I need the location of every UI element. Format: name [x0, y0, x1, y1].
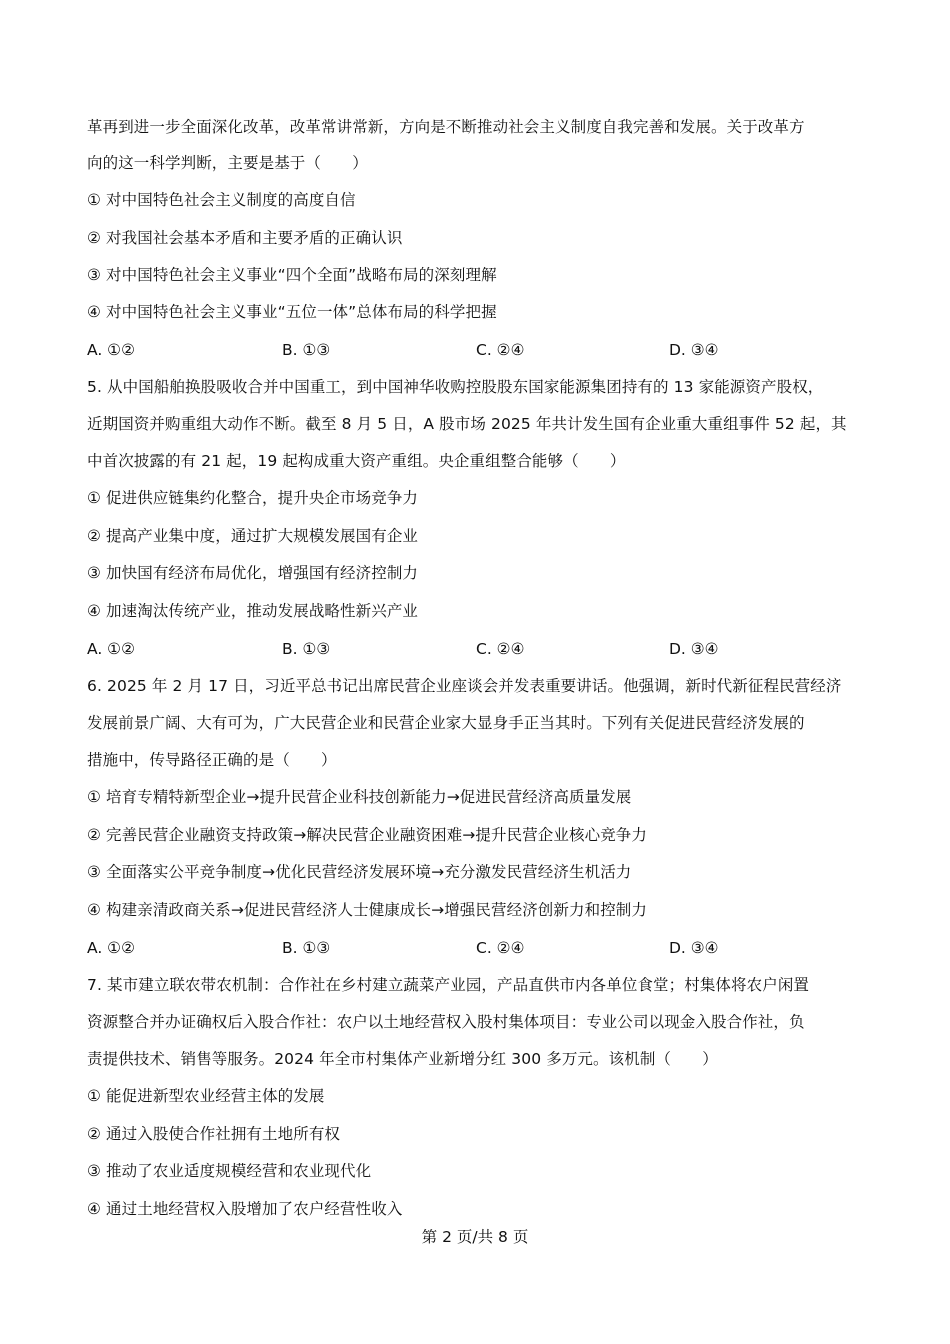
q4-statement-3: ③ 对中国特色社会主义事业“四个全面”战略布局的深刻理解 [87, 266, 497, 284]
q7-stem-line: 资源整合并办证确权后入股合作社：农户以土地经营权入股村集体项目：专业公司以现金入股合作社，负 [87, 1013, 805, 1031]
q6-statement-2: ② 完善民营企业融资支持政策→解决民营企业融资困难→提升民营企业核心竞争力 [87, 826, 647, 844]
q6-option-d[interactable]: D. ③④ [669, 939, 719, 957]
q4-option-b[interactable]: B. ①③ [282, 341, 331, 359]
q5-statement-3: ③ 加快国有经济布局优化，增强国有经济控制力 [87, 564, 419, 582]
q5-option-c[interactable]: C. ②④ [476, 640, 525, 658]
q4-statement-4: ④ 对中国特色社会主义事业“五位一体”总体布局的科学把握 [87, 303, 497, 321]
q7-statement-2: ② 通过入股使合作社拥有土地所有权 [87, 1125, 341, 1143]
q5-stem-line: 近期国资并购重组大动作不断。截至 8 月 5 日，A 股市场 2025 年共计发生国有企业重大重组事件 52 起，其 [87, 415, 847, 433]
q5-stem-line: 中首次披露的有 21 起，19 起构成重大资产重组。央企重组整合能够（ ） [87, 452, 626, 470]
q5-option-a[interactable]: A. ①② [87, 640, 135, 658]
q7-statement-4: ④ 通过土地经营权入股增加了农户经营性收入 [87, 1200, 403, 1218]
q4-option-a[interactable]: A. ①② [87, 341, 135, 359]
page-footer: 第 2 页/共 8 页 [421, 1228, 529, 1246]
q7-statement-3: ③ 推动了农业适度规模经营和农业现代化 [87, 1162, 372, 1180]
q6-option-b[interactable]: B. ①③ [282, 939, 331, 957]
q6-statement-3: ③ 全面落实公平竞争制度→优化民营经济发展环境→充分激发民营经济生机活力 [87, 863, 632, 881]
q6-option-a[interactable]: A. ①② [87, 939, 135, 957]
q5-statement-1: ① 促进供应链集约化整合，提升央企市场竞争力 [87, 489, 419, 507]
q6-stem-line: 发展前景广阔、大有可为，广大民营企业和民营企业家大显身手正当其时。下列有关促进民营经济发展的 [87, 714, 805, 732]
q6-option-c[interactable]: C. ②④ [476, 939, 525, 957]
q4-stem-line: 向的这一科学判断，主要是基于（ ） [87, 154, 368, 172]
q5-stem-line: 5. 从中国船舶换股吸收合并中国重工，到中国神华收购控股股东国家能源集团持有的 13 家能源资产股权， [87, 378, 824, 396]
q4-statement-2: ② 对我国社会基本矛盾和主要矛盾的正确认识 [87, 229, 403, 247]
q5-option-b[interactable]: B. ①③ [282, 640, 331, 658]
q4-stem-line: 革再到进一步全面深化改革，改革常讲常新，方向是不断推动社会主义制度自我完善和发展。关于改革方 [87, 118, 805, 136]
q6-stem-line: 措施中，传导路径正确的是（ ） [87, 751, 337, 769]
q4-options [87, 339, 887, 361]
q7-stem-line: 7. 某市建立联农带农机制：合作社在乡村建立蔬菜产业园，产品直供市内各单位食堂；村集体将农户闲置 [87, 976, 810, 994]
q6-options [87, 937, 887, 959]
q4-statement-1: ① 对中国特色社会主义制度的高度自信 [87, 191, 356, 209]
q4-option-c[interactable]: C. ②④ [476, 341, 525, 359]
q5-statement-4: ④ 加速淘汰传统产业，推动发展战略性新兴产业 [87, 602, 419, 620]
q6-statement-4: ④ 构建亲清政商关系→促进民营经济人士健康成长→增强民营经济创新力和控制力 [87, 901, 647, 919]
q5-statement-2: ② 提高产业集中度，通过扩大规模发展国有企业 [87, 527, 419, 545]
q6-stem-line: 6. 2025 年 2 月 17 日，习近平总书记出席民营企业座谈会并发表重要讲话。他强调，新时代新征程民营经济 [87, 677, 842, 695]
q5-option-d[interactable]: D. ③④ [669, 640, 719, 658]
q7-stem-line: 责提供技术、销售等服务。2024 年全市村集体产业新增分红 300 多万元。该机制（ ） [87, 1050, 718, 1068]
q5-options [87, 638, 887, 660]
q6-statement-1: ① 培育专精特新型企业→提升民营企业科技创新能力→促进民营经济高质量发展 [87, 788, 632, 806]
q4-option-d[interactable]: D. ③④ [669, 341, 719, 359]
q7-statement-1: ① 能促进新型农业经营主体的发展 [87, 1087, 325, 1105]
